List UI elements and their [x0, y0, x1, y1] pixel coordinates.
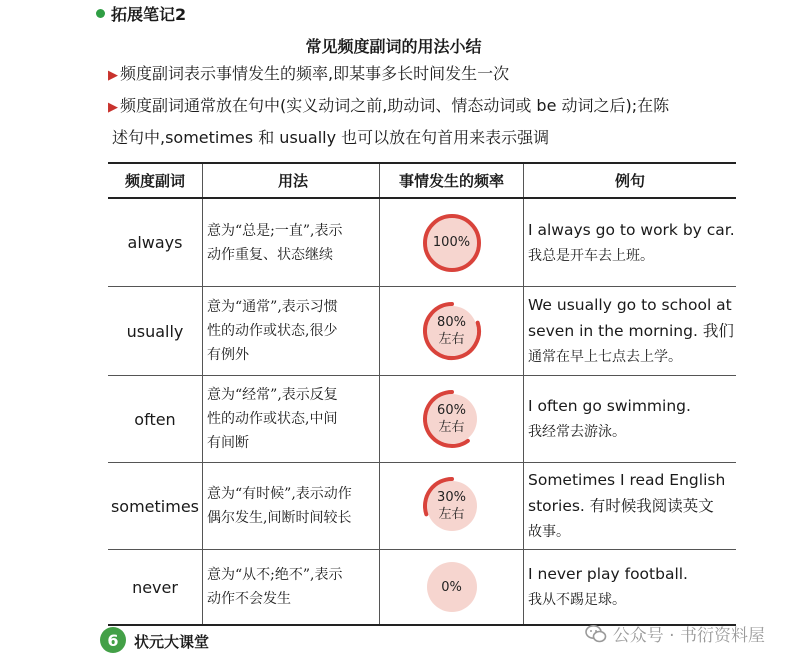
section-header — [96, 2, 186, 24]
example-cell: I never play football. 我从不踢足球。 — [524, 550, 737, 626]
table-header-row — [108, 163, 736, 198]
column-header: 用法 — [203, 163, 380, 198]
frequency-dial — [421, 212, 483, 274]
footer-label: 状元大课堂 — [134, 633, 210, 651]
wechat-icon — [585, 624, 607, 644]
bullet-point: ▶ 频度副词通常放在句中(实义动词之前,助动词、情态动词或 be 动词之后);在陈 — [108, 96, 670, 115]
document-title: 常见频度副词的用法小结 — [305, 37, 482, 56]
adverb-cell: sometimes — [108, 463, 203, 550]
frequency-percent: 60% — [437, 403, 466, 418]
frequency-cell — [380, 550, 524, 626]
frequency-cell — [380, 463, 524, 550]
table-row — [108, 463, 736, 550]
adverb-cell: never — [108, 550, 203, 626]
frequency-percent: 80% — [437, 315, 466, 330]
frequency-dial — [421, 300, 483, 362]
arrow-bullet-icon: ▶ — [108, 68, 118, 83]
example-cell: We usually go to school at seven in the morning. 我们 通常在早上七点去上学。 — [524, 287, 737, 376]
table-row — [108, 376, 736, 463]
bullet-point-continuation: 述句中,sometimes 和 usually 也可以放在句首用来表示强调 — [112, 128, 550, 147]
frequency-percent: 100% — [432, 235, 471, 250]
frequency-approx: 左右 — [438, 420, 465, 435]
table-row — [108, 550, 736, 626]
frequency-cell — [380, 198, 524, 287]
adverb-cell: usually — [108, 287, 203, 376]
table-row — [108, 198, 736, 287]
bullet-point: ▶ 频度副词表示事情发生的频率,即某事多长时间发生一次 — [108, 64, 510, 83]
frequency-dial — [421, 556, 483, 618]
table-row — [108, 287, 736, 376]
usage-cell: 意为“总是;一直”,表示 动作重复、状态继续 — [203, 198, 380, 287]
frequency-adverb-table — [108, 162, 736, 626]
frequency-approx: 左右 — [438, 332, 465, 347]
adverb-cell: always — [108, 198, 203, 287]
column-header: 事情发生的频率 — [380, 163, 524, 198]
frequency-dial — [421, 388, 483, 450]
frequency-dial — [421, 475, 483, 537]
bullet-dot-icon — [96, 9, 105, 18]
watermark-text: 公众号 · 书衍资料屋 — [612, 626, 765, 646]
example-cell: I always go to work by car. 我总是开车去上班。 — [524, 198, 737, 287]
column-header: 频度副词 — [108, 163, 203, 198]
example-cell: I often go swimming. 我经常去游泳。 — [524, 376, 737, 463]
usage-cell: 意为“经常”,表示反复 性的动作或状态,中间 有间断 — [203, 376, 380, 463]
column-header: 例句 — [524, 163, 737, 198]
section-title: 拓展笔记2 — [111, 4, 187, 24]
adverb-cell: often — [108, 376, 203, 463]
frequency-cell — [380, 376, 524, 463]
frequency-cell — [380, 287, 524, 376]
frequency-percent: 0% — [441, 579, 462, 595]
usage-cell: 意为“通常”,表示习惯 性的动作或状态,很少 有例外 — [203, 287, 380, 376]
frequency-percent: 30% — [437, 490, 466, 505]
watermark — [585, 621, 765, 646]
usage-cell: 意为“从不;绝不”,表示 动作不会发生 — [203, 550, 380, 626]
usage-cell: 意为“有时候”,表示动作 偶尔发生,间断时间较长 — [203, 463, 380, 550]
example-cell: Sometimes I read English stories. 有时候我阅读英文 故事。 — [524, 463, 737, 550]
arrow-bullet-icon: ▶ — [108, 100, 118, 115]
frequency-approx: 左右 — [438, 507, 465, 522]
page-number-badge: 6 — [100, 627, 126, 653]
